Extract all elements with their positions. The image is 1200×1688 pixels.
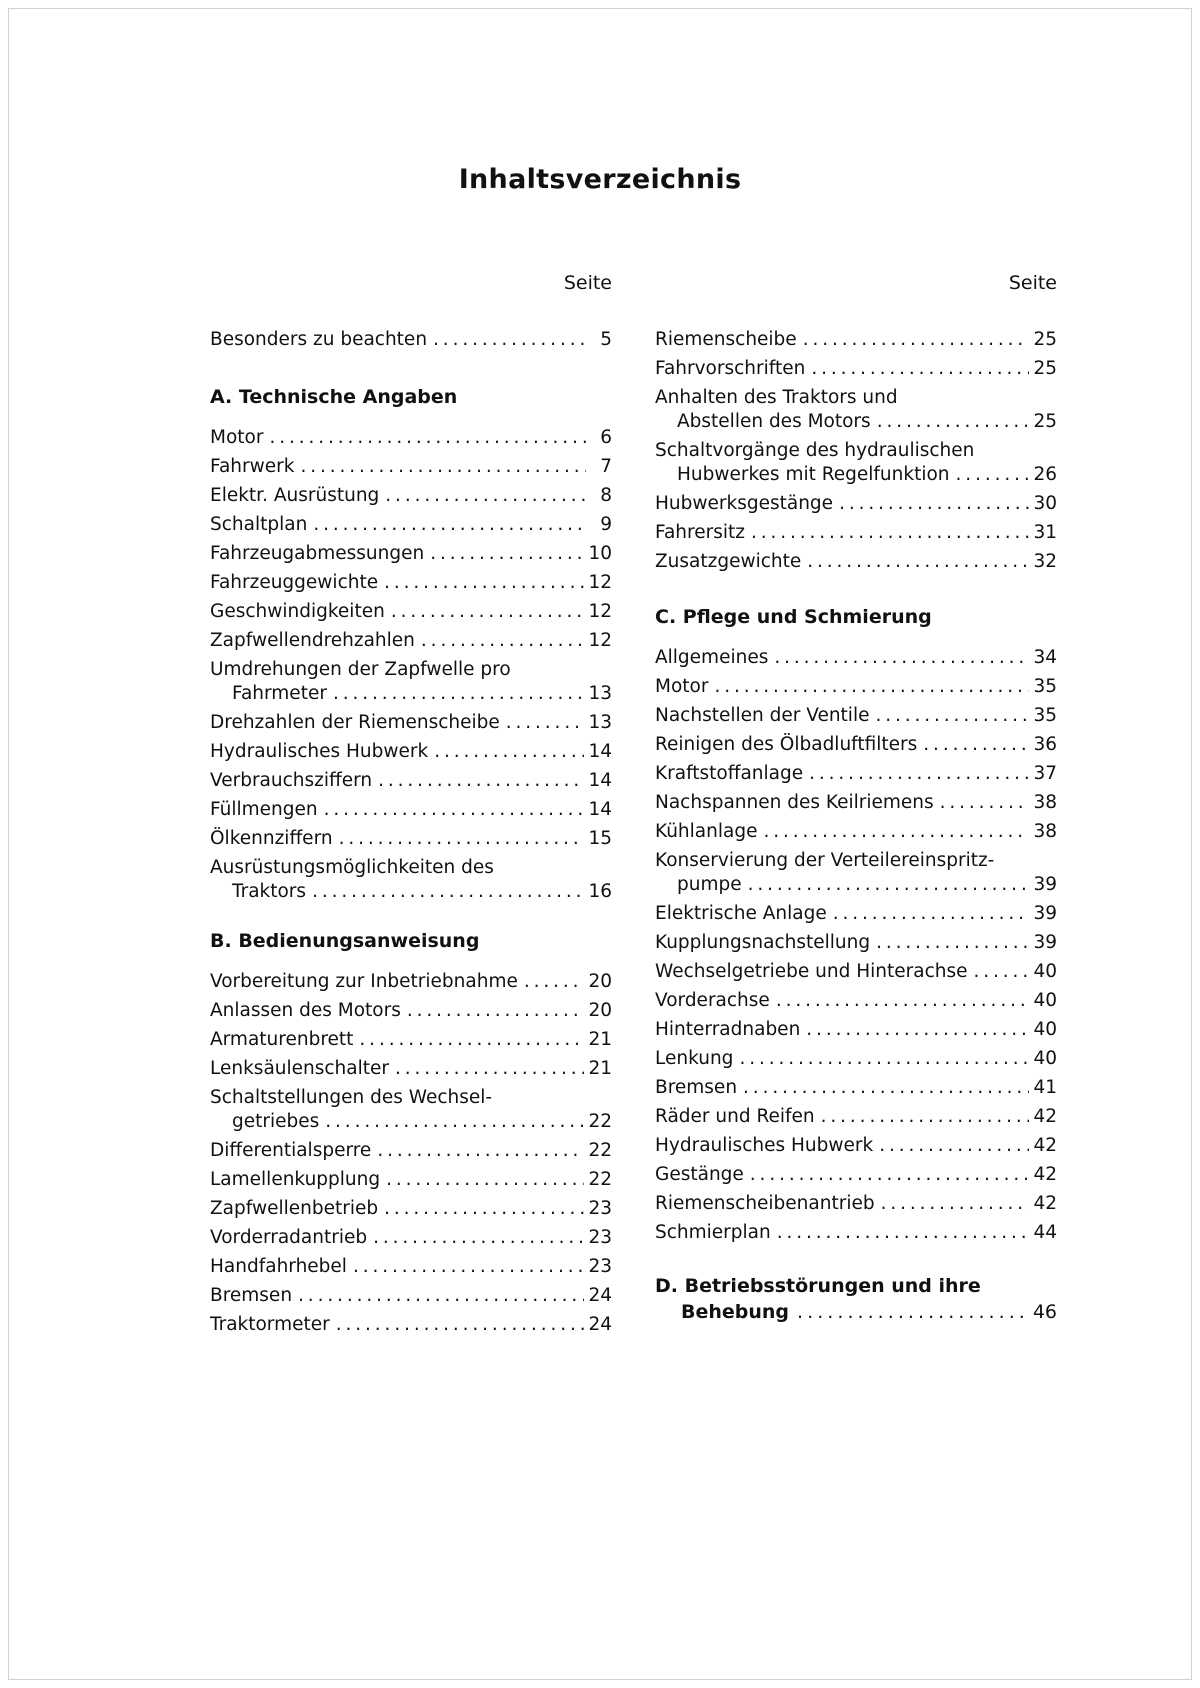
dot-leader bbox=[750, 1163, 1030, 1187]
toc-page-number: 36 bbox=[1033, 734, 1057, 755]
toc-entry bbox=[655, 675, 1057, 699]
toc-entry-text: Fahrmeter bbox=[232, 683, 327, 704]
toc-page-number: 40 bbox=[1033, 1048, 1057, 1069]
toc-entry bbox=[655, 989, 1057, 1013]
dot-leader bbox=[763, 820, 1029, 844]
toc-entry-text: Elektr. Ausrüstung bbox=[210, 485, 380, 506]
toc-entry bbox=[655, 1134, 1057, 1158]
toc-page-number: 24 bbox=[588, 1285, 612, 1306]
toc-entry bbox=[655, 1221, 1057, 1245]
toc-page-number: 9 bbox=[600, 514, 612, 535]
toc-page-number: 5 bbox=[600, 329, 612, 350]
toc-entry bbox=[210, 1139, 612, 1163]
section-heading-c: C. Pflege und Schmierung bbox=[655, 606, 932, 628]
toc-entry-text: Hinterradnaben bbox=[655, 1019, 801, 1040]
dot-leader bbox=[974, 960, 1030, 984]
toc-page-number: 15 bbox=[588, 828, 612, 849]
toc-page-number: 20 bbox=[588, 971, 612, 992]
dot-leader bbox=[797, 1299, 1029, 1325]
dot-leader bbox=[384, 1197, 584, 1221]
toc-entry-text: Drehzahlen der Riemenscheibe bbox=[210, 712, 500, 733]
toc-entry bbox=[655, 1192, 1057, 1216]
dot-leader bbox=[336, 1313, 585, 1337]
toc-entry bbox=[210, 455, 612, 479]
toc-entry-text: Lenksäulenschalter bbox=[210, 1058, 390, 1079]
toc-entry bbox=[210, 1168, 612, 1192]
toc-entry bbox=[210, 600, 612, 624]
toc-page-number: 40 bbox=[1033, 961, 1057, 982]
toc-page-number: 39 bbox=[1033, 874, 1057, 895]
toc-entry bbox=[210, 484, 612, 508]
toc-entry bbox=[210, 513, 612, 537]
toc-entry-text: Riemenscheibenantrieb bbox=[655, 1193, 875, 1214]
page-title: Inhaltsverzeichnis bbox=[458, 164, 742, 195]
dot-leader bbox=[324, 798, 585, 822]
toc-entry-text: pumpe bbox=[677, 874, 742, 895]
toc-column-right bbox=[655, 270, 1057, 1325]
dot-leader bbox=[875, 704, 1029, 728]
toc-entry bbox=[210, 1255, 612, 1279]
toc-entry-text: Geschwindigkeiten bbox=[210, 601, 385, 622]
toc-entry bbox=[210, 1057, 612, 1081]
toc-page-number: 41 bbox=[1033, 1077, 1057, 1098]
dot-leader bbox=[506, 711, 585, 735]
toc-entry-text: Ausrüstungsmöglichkeiten des bbox=[210, 857, 494, 878]
toc-entry-text: Schaltstellungen des Wechsel- bbox=[210, 1087, 493, 1108]
toc-entry bbox=[655, 791, 1057, 815]
toc-page-number: 40 bbox=[1033, 990, 1057, 1011]
toc-entry bbox=[655, 704, 1057, 728]
toc-entry-text: Kraftstoffanlage bbox=[655, 763, 804, 784]
toc-page-number: 44 bbox=[1033, 1222, 1057, 1243]
toc-entry bbox=[655, 1047, 1057, 1071]
dot-leader bbox=[524, 970, 585, 994]
toc-entry-text: Kupplungsnachstellung bbox=[655, 932, 871, 953]
dot-leader bbox=[751, 521, 1030, 545]
dot-leader bbox=[430, 542, 584, 566]
toc-entry-text: Elektrische Anlage bbox=[655, 903, 827, 924]
toc-entry-text: Abstellen des Motors bbox=[677, 411, 871, 432]
toc-page-number: 14 bbox=[588, 770, 612, 791]
dot-leader bbox=[776, 989, 1030, 1013]
toc-entry bbox=[210, 999, 612, 1023]
toc-page-number: 40 bbox=[1033, 1019, 1057, 1040]
toc-entry-text: Traktormeter bbox=[210, 1314, 330, 1335]
toc-entry bbox=[210, 970, 612, 994]
toc-entry-text: Besonders zu beachten bbox=[210, 329, 428, 350]
toc-entry bbox=[655, 492, 1057, 516]
toc-page-number: 34 bbox=[1033, 647, 1057, 668]
dot-leader bbox=[384, 571, 584, 595]
toc-page-number: 35 bbox=[1033, 676, 1057, 697]
toc-entry-text: Nachstellen der Ventile bbox=[655, 705, 870, 726]
toc-entry-text: Hydraulisches Hubwerk bbox=[210, 741, 429, 762]
dot-leader bbox=[807, 550, 1029, 574]
toc-page-number: 13 bbox=[588, 683, 612, 704]
toc-entry-text: Fahrzeuggewichte bbox=[210, 572, 379, 593]
dot-leader bbox=[743, 1076, 1029, 1100]
toc-page-number: 24 bbox=[588, 1314, 612, 1335]
toc-entry-text: Motor bbox=[210, 427, 264, 448]
toc-entry-text: Zapfwellendrehzahlen bbox=[210, 630, 415, 651]
toc-entry bbox=[210, 1284, 612, 1308]
toc-page-number: 25 bbox=[1033, 358, 1057, 379]
toc-page-number: 38 bbox=[1033, 792, 1057, 813]
toc-entry-text: Fahrzeugabmessungen bbox=[210, 543, 425, 564]
toc-list-a bbox=[210, 426, 612, 904]
toc-entry bbox=[655, 386, 1057, 434]
toc-entry-text: Hubwerkes mit Regelfunktion bbox=[677, 464, 950, 485]
toc-page-number: 16 bbox=[588, 881, 612, 902]
toc-page-number: 14 bbox=[588, 799, 612, 820]
seite-label: Seite bbox=[563, 272, 612, 294]
toc-entry bbox=[655, 521, 1057, 545]
dot-leader bbox=[811, 357, 1029, 381]
toc-entry-text: Vorderradantrieb bbox=[210, 1227, 368, 1248]
toc-entry-text: Schmierplan bbox=[655, 1222, 771, 1243]
section-heading-b: B. Bedienungsanweisung bbox=[210, 930, 480, 952]
toc-page-number: 42 bbox=[1033, 1164, 1057, 1185]
toc-entry-text: Schaltplan bbox=[210, 514, 308, 535]
toc-page-number: 37 bbox=[1033, 763, 1057, 784]
section-heading-d bbox=[655, 1273, 1057, 1325]
toc-entry bbox=[655, 820, 1057, 844]
dot-leader bbox=[421, 629, 585, 653]
toc-page-number: 30 bbox=[1033, 493, 1057, 514]
toc-entry-text: getriebes bbox=[232, 1111, 320, 1132]
toc-entry-text: Nachspannen des Keilriemens bbox=[655, 792, 934, 813]
toc-page-number: 20 bbox=[588, 1000, 612, 1021]
dot-leader bbox=[748, 873, 1030, 897]
dot-leader bbox=[333, 682, 585, 706]
toc-page-number: 12 bbox=[588, 630, 612, 651]
dot-leader bbox=[391, 600, 585, 624]
toc-list-b bbox=[210, 970, 612, 1337]
dot-leader bbox=[385, 484, 586, 508]
toc-page-number: 38 bbox=[1033, 821, 1057, 842]
toc-page-number: 32 bbox=[1033, 551, 1057, 572]
toc-entry bbox=[655, 439, 1057, 487]
toc-page-number: 6 bbox=[600, 427, 612, 448]
toc-entry bbox=[210, 1197, 612, 1221]
dot-leader bbox=[803, 328, 1030, 352]
dot-leader bbox=[806, 1018, 1029, 1042]
toc-page-number: 22 bbox=[588, 1111, 612, 1132]
dot-leader bbox=[877, 410, 1030, 434]
toc-page-number: 10 bbox=[588, 543, 612, 564]
dot-leader bbox=[777, 1221, 1030, 1245]
toc-entry bbox=[210, 658, 612, 706]
toc-page-number: 22 bbox=[588, 1169, 612, 1190]
toc-page-number: 12 bbox=[588, 572, 612, 593]
dot-leader bbox=[313, 513, 586, 537]
dot-leader bbox=[839, 492, 1029, 516]
toc-page-number: 42 bbox=[1033, 1106, 1057, 1127]
toc-entry bbox=[210, 426, 612, 450]
dot-leader bbox=[269, 426, 586, 450]
toc-entry bbox=[655, 960, 1057, 984]
dot-leader bbox=[774, 646, 1029, 670]
toc-entry bbox=[655, 328, 1057, 352]
toc-page-number: 25 bbox=[1033, 329, 1057, 350]
toc-entry bbox=[655, 1018, 1057, 1042]
toc-page-number: 8 bbox=[600, 485, 612, 506]
toc-entry-text: Füllmengen bbox=[210, 799, 318, 820]
toc-entry bbox=[655, 646, 1057, 670]
toc-entry-text: Motor bbox=[655, 676, 709, 697]
dot-leader bbox=[378, 769, 584, 793]
toc-entry bbox=[655, 1076, 1057, 1100]
toc-page-number: 12 bbox=[588, 601, 612, 622]
toc-entry-text: Ölkennziffern bbox=[210, 828, 333, 849]
toc-entry bbox=[655, 931, 1057, 955]
dot-leader bbox=[377, 1139, 584, 1163]
toc-entry bbox=[210, 740, 612, 764]
toc-entry-text: Fahrvorschriften bbox=[655, 358, 806, 379]
toc-entry-text: Gestänge bbox=[655, 1164, 744, 1185]
toc-entry bbox=[210, 1086, 612, 1134]
toc-entry-text: Armaturenbrett bbox=[210, 1029, 354, 1050]
toc-entry-text: Vorbereitung zur Inbetriebnahme bbox=[210, 971, 518, 992]
toc-entry-text: Räder und Reifen bbox=[655, 1106, 815, 1127]
toc-entry-text: Reinigen des Ölbadluftfilters bbox=[655, 734, 918, 755]
toc-entry-text: Traktors bbox=[232, 881, 307, 902]
toc-entry-text: Schaltvorgänge des hydraulischen bbox=[655, 440, 975, 461]
toc-page-number: 21 bbox=[588, 1058, 612, 1079]
dot-leader bbox=[359, 1028, 584, 1052]
dot-leader bbox=[714, 675, 1029, 699]
dot-leader bbox=[879, 1134, 1029, 1158]
dot-leader bbox=[339, 827, 585, 851]
toc-list-b-continued bbox=[655, 328, 1057, 574]
toc-page-number: 42 bbox=[1033, 1193, 1057, 1214]
toc-page-number: 42 bbox=[1033, 1135, 1057, 1156]
toc-page-number: 14 bbox=[588, 741, 612, 762]
toc-entry bbox=[655, 762, 1057, 786]
dot-leader bbox=[956, 463, 1030, 487]
toc-page-number: 35 bbox=[1033, 705, 1057, 726]
toc-entry-text: Umdrehungen der Zapfwelle pro bbox=[210, 659, 511, 680]
toc-entry-text: Lamellenkupplung bbox=[210, 1169, 381, 1190]
toc-page-number: 7 bbox=[600, 456, 612, 477]
toc-page-number: 39 bbox=[1033, 932, 1057, 953]
toc-page-number: 23 bbox=[588, 1198, 612, 1219]
toc-entry bbox=[210, 1313, 612, 1337]
toc-page-number: 46 bbox=[1032, 1301, 1057, 1323]
dot-leader bbox=[395, 1057, 584, 1081]
toc-column-left bbox=[210, 270, 612, 1342]
toc-entry-text: Anlassen des Motors bbox=[210, 1000, 401, 1021]
toc-page-number: 25 bbox=[1033, 411, 1057, 432]
dot-leader bbox=[300, 455, 586, 479]
toc-entry bbox=[655, 1105, 1057, 1129]
toc-entry-text: Fahrwerk bbox=[210, 456, 295, 477]
section-heading-a: A. Technische Angaben bbox=[210, 386, 458, 408]
toc-entry bbox=[210, 571, 612, 595]
toc-entry-text: Zapfwellenbetrieb bbox=[210, 1198, 379, 1219]
dot-leader bbox=[312, 880, 584, 904]
dot-leader bbox=[809, 762, 1029, 786]
toc-list-c bbox=[655, 646, 1057, 1245]
toc-entry bbox=[210, 1226, 612, 1250]
toc-entry bbox=[210, 827, 612, 851]
toc-entry-text: Bremsen bbox=[655, 1077, 738, 1098]
toc-entry bbox=[210, 769, 612, 793]
toc-page-number: 21 bbox=[588, 1029, 612, 1050]
dot-leader bbox=[433, 328, 586, 352]
dot-leader bbox=[353, 1255, 585, 1279]
dot-leader bbox=[876, 931, 1029, 955]
dot-leader bbox=[407, 999, 585, 1023]
toc-entry bbox=[210, 856, 612, 904]
toc-entry-text: Verbrauchsziffern bbox=[210, 770, 373, 791]
toc-page-number: 31 bbox=[1033, 522, 1057, 543]
toc-entry-text: Anhalten des Traktors und bbox=[655, 387, 898, 408]
dot-leader bbox=[298, 1284, 584, 1308]
toc-entry bbox=[655, 1163, 1057, 1187]
toc-entry-text: Bremsen bbox=[210, 1285, 293, 1306]
dot-leader bbox=[373, 1226, 584, 1250]
toc-page-number: 23 bbox=[588, 1256, 612, 1277]
toc-entry bbox=[655, 733, 1057, 757]
dot-leader bbox=[739, 1047, 1029, 1071]
toc-entry-text: Hubwerksgestänge bbox=[655, 493, 834, 514]
toc-entry bbox=[655, 550, 1057, 574]
toc-entry bbox=[210, 328, 612, 352]
dot-leader bbox=[940, 791, 1030, 815]
seite-label: Seite bbox=[1008, 272, 1057, 294]
toc-entry-text: Zusatzgewichte bbox=[655, 551, 802, 572]
toc-entry-text: Konservierung der Verteilereinspritz- bbox=[655, 850, 995, 871]
section-heading-d-line-1: D. Betriebsstörungen und ihre bbox=[655, 1275, 981, 1297]
toc-page-number: 39 bbox=[1033, 903, 1057, 924]
dot-leader bbox=[821, 1105, 1030, 1129]
toc-entry bbox=[210, 629, 612, 653]
toc-entry bbox=[210, 1028, 612, 1052]
toc-page-number: 22 bbox=[588, 1140, 612, 1161]
dot-leader bbox=[434, 740, 584, 764]
dot-leader bbox=[386, 1168, 584, 1192]
toc-entry-text: Fahrersitz bbox=[655, 522, 745, 543]
toc-page-number: 23 bbox=[588, 1227, 612, 1248]
toc-entry-text: Hydraulisches Hubwerk bbox=[655, 1135, 874, 1156]
dot-leader bbox=[833, 902, 1030, 926]
toc-entry-text: Vorderachse bbox=[655, 990, 770, 1011]
toc-entry bbox=[210, 711, 612, 735]
toc-entry bbox=[655, 357, 1057, 381]
dot-leader bbox=[923, 733, 1029, 757]
toc-entry bbox=[655, 849, 1057, 897]
toc-entry-text: Differentialsperre bbox=[210, 1140, 372, 1161]
toc-entry-text: Kühlanlage bbox=[655, 821, 758, 842]
toc-entry-text: Handfahrhebel bbox=[210, 1256, 347, 1277]
toc-entry bbox=[210, 542, 612, 566]
dot-leader bbox=[325, 1110, 584, 1134]
toc-page-number: 13 bbox=[588, 712, 612, 733]
toc-entry bbox=[210, 798, 612, 822]
section-heading-d-line-2: Behebung bbox=[681, 1301, 790, 1323]
toc-entry-text: Lenkung bbox=[655, 1048, 734, 1069]
toc-entry bbox=[655, 902, 1057, 926]
toc-entry-text: Allgemeines bbox=[655, 647, 769, 668]
toc-page-number: 26 bbox=[1033, 464, 1057, 485]
dot-leader bbox=[881, 1192, 1030, 1216]
toc-entry-text: Wechselgetriebe und Hinterachse bbox=[655, 961, 968, 982]
toc-entry-text: Riemenscheibe bbox=[655, 329, 797, 350]
